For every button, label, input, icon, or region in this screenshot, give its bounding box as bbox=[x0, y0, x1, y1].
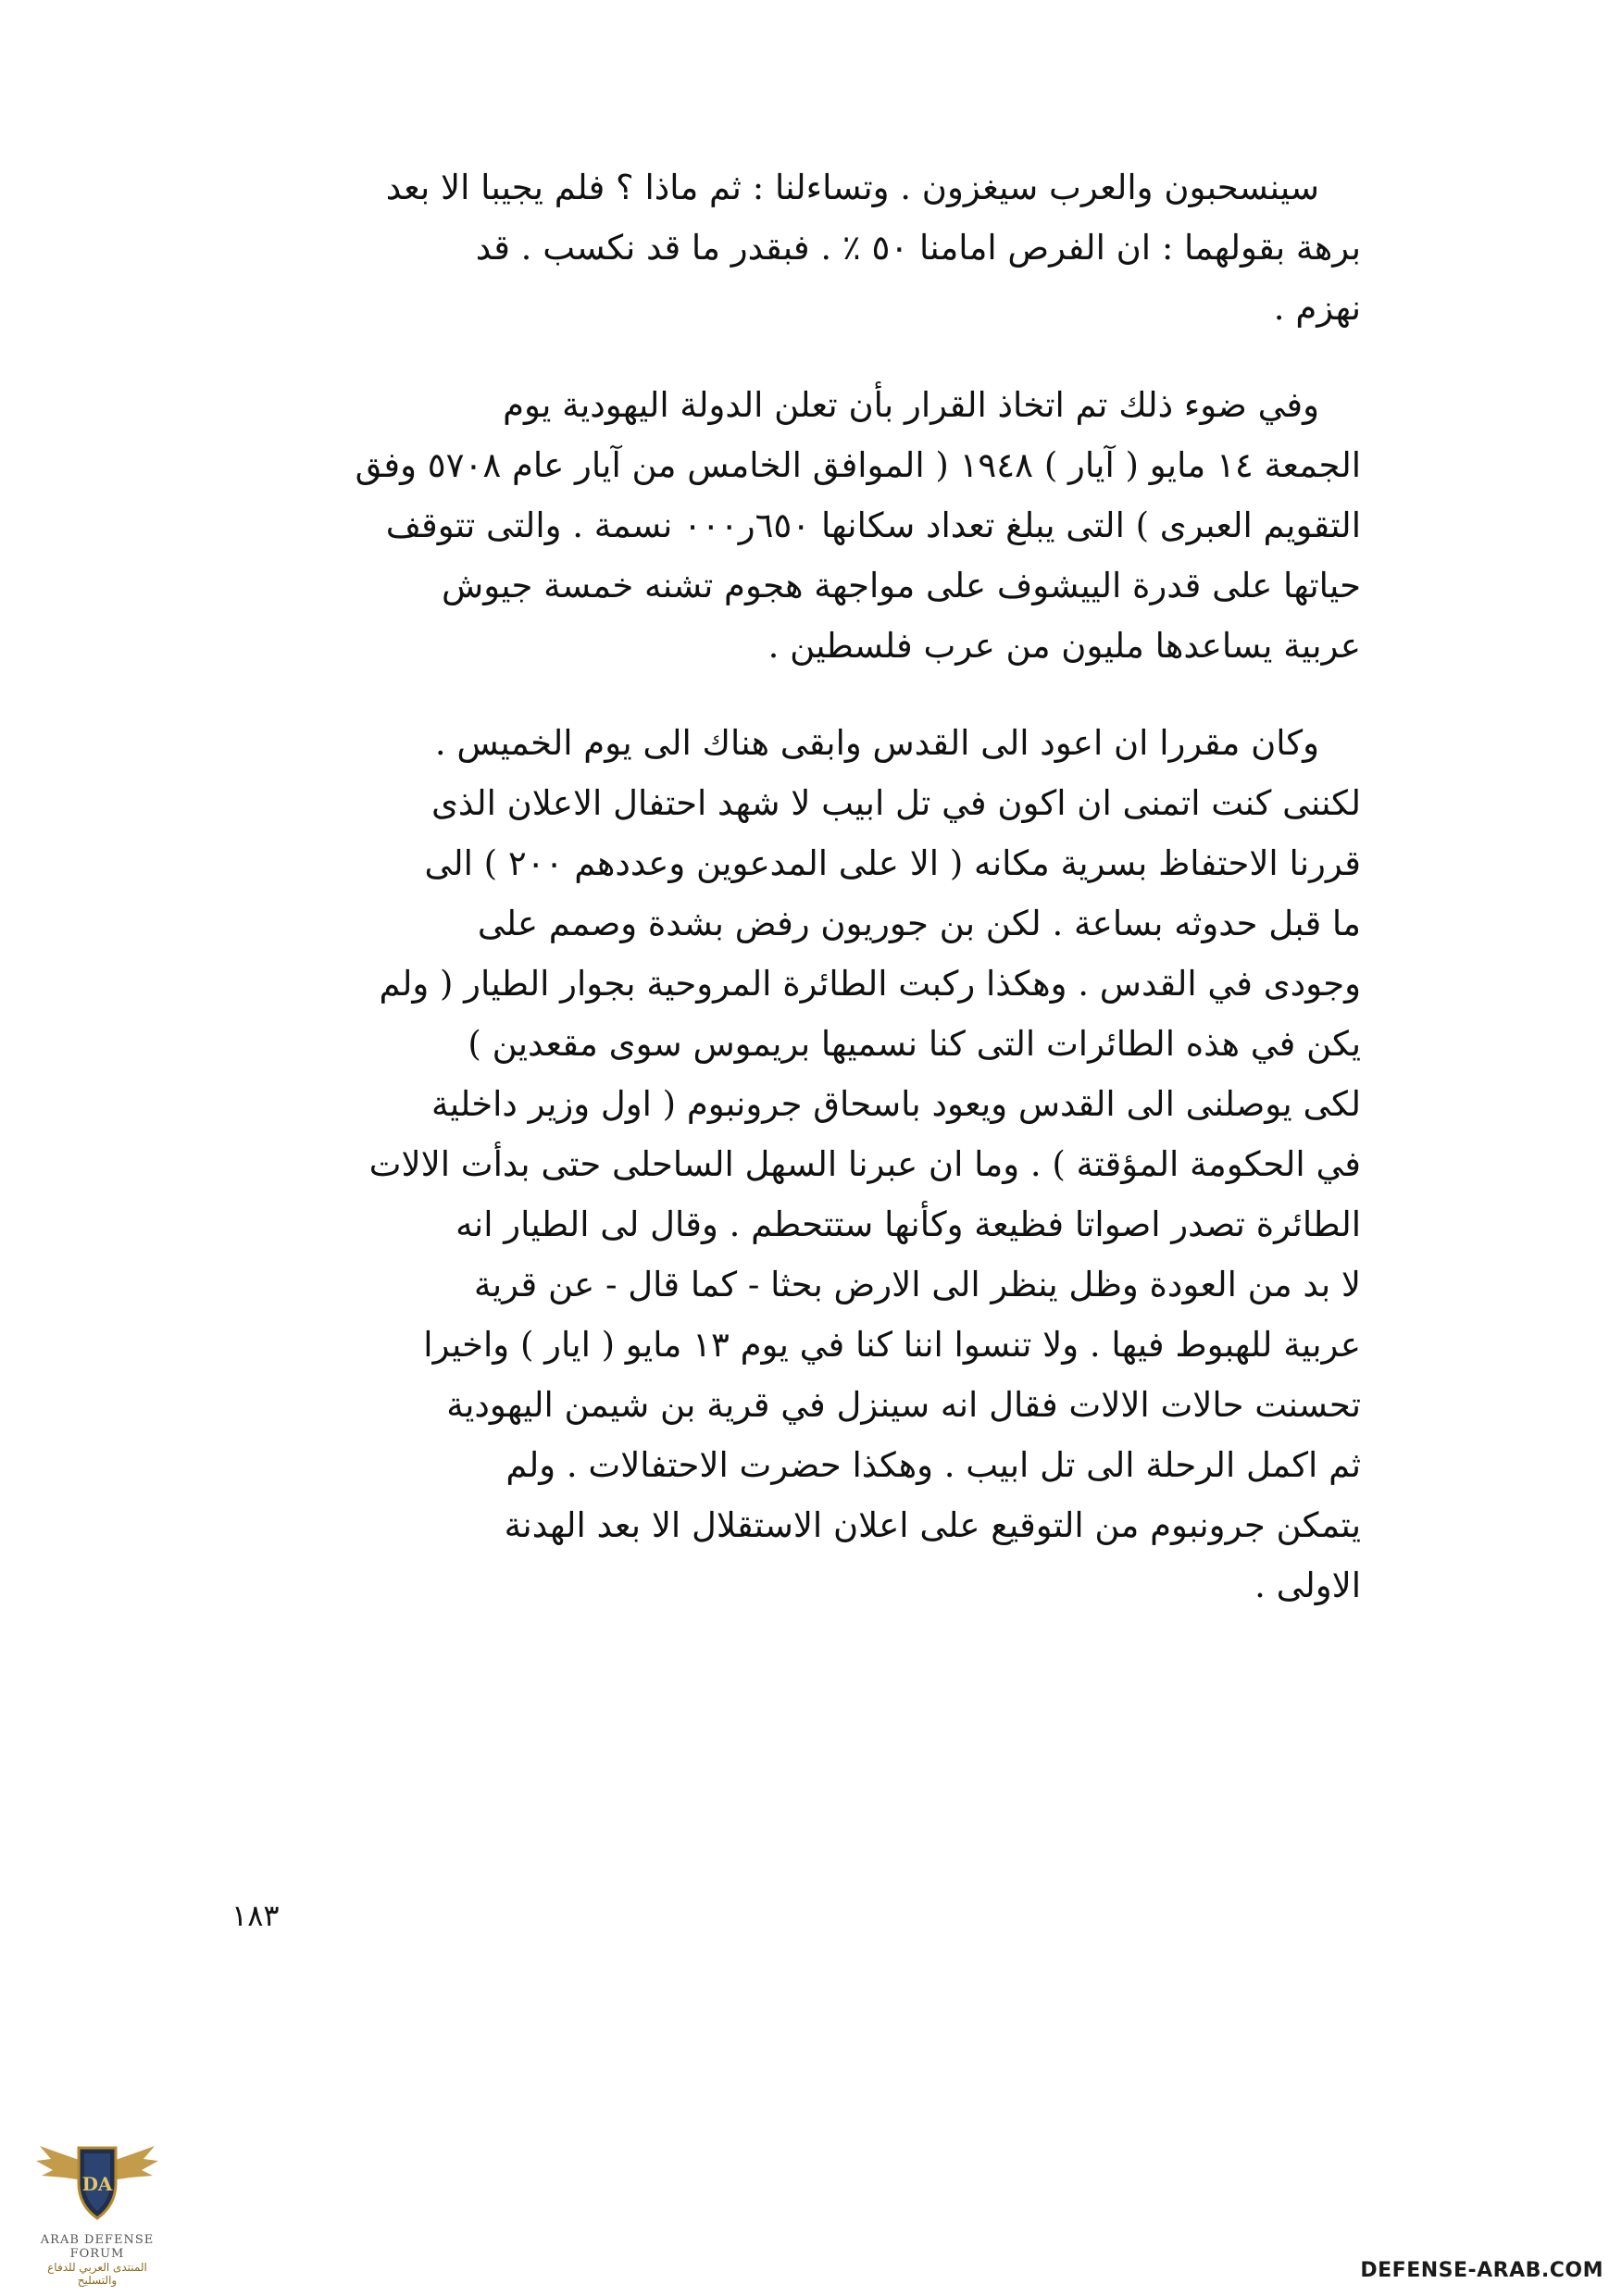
text-line: لكننى كنت اتمنى ان اكون في تل ابيب لا شهد احتفال الاعلان الذى bbox=[430, 783, 1361, 823]
text-line: الجمعة ١٤ مايو ( آيار ) ١٩٤٨ ( الموافق الخامس من آيار عام ٥٧٠٨ وفق bbox=[355, 445, 1361, 485]
logo-title-ar: المنتدى العربي للدفاع والتسليح bbox=[47, 2261, 147, 2287]
text-line: في الحكومة المؤقتة ) . وما ان عبرنا السهل الساحلى حتى بدأت الالات bbox=[368, 1144, 1361, 1184]
text-line: ثم اكمل الرحلة الى تل ابيب . وهكذا حضرت الاحتفالات . ولم bbox=[505, 1445, 1361, 1485]
text-line: وجودى في القدس . وهكذا ركبت الطائرة المروحية بجوار الطيار ( ولم bbox=[379, 964, 1361, 1004]
shield-wings-icon bbox=[32, 2129, 162, 2231]
text-line: عربية للهبوط فيها . ولا تنسوا اننا كنا في يوم ١٣ مايو ( ايار ) واخيرا bbox=[423, 1325, 1361, 1365]
text-line: قررنا الاحتفاظ بسرية مكانه ( الا على المدعوين وعددهم ٢٠٠ ) الى bbox=[424, 843, 1361, 883]
text-line: الاولى . bbox=[1254, 1566, 1361, 1605]
text-line: يتمكن جرونبوم من التوقيع على اعلان الاستقلال الا بعد الهدنة bbox=[504, 1505, 1361, 1545]
forum-logo bbox=[28, 2129, 167, 2287]
logo-title-en: ARAB DEFENSE FORUM bbox=[40, 2233, 155, 2261]
text-line: يكن في هذه الطائرات التى كنا نسميها بريموس سوى مقعدين ) bbox=[468, 1024, 1361, 1064]
text-line: لا بد من العودة وظل ينظر الى الارض بحثا - كما قال - عن قرية bbox=[473, 1265, 1361, 1304]
text-line: التقويم العبرى ) التى يبلغ تعداد سكانها ٦٥٠ر٠٠٠ نسمة . والتى تتوقف bbox=[385, 505, 1361, 545]
text-line: ما قبل حدوثه بساعة . لكن بن جوريون رفض بشدة وصمم على bbox=[477, 904, 1361, 943]
text-line: تحسنت حالات الالات فقال انه سينزل في قرية بن شيمن اليهودية bbox=[446, 1385, 1361, 1425]
text-line: سينسحبون والعرب سيغزون . وتساءلنا : ثم ماذا ؟ فلم يجيبا الا بعد bbox=[385, 168, 1319, 207]
text-line: برهة بقولهما : ان الفرص امامنا ٥٠ ٪ . فبقدر ما قد نكسب . قد bbox=[475, 228, 1361, 268]
text-line: وفي ضوء ذلك تم اتخاذ القرار بأن تعلن الدولة اليهودية يوم bbox=[503, 385, 1319, 425]
svg-text:DA: DA bbox=[81, 2173, 113, 2195]
text-line: الطائرة تصدر اصواتا فظيعة وكأنها ستتحطم . وقال لى الطيار انه bbox=[455, 1204, 1361, 1244]
paragraph-3 bbox=[259, 713, 1361, 1616]
site-watermark: DEFENSE-ARAB.COM bbox=[1360, 2259, 1603, 2282]
text-line: نهزم . bbox=[1273, 288, 1361, 328]
text-line: حياتها على قدرة الييشوف على مواجهة هجوم تشنه خمسة جيوش bbox=[442, 566, 1361, 605]
text-line: لكى يوصلنى الى القدس ويعود باسحاق جرونبوم ( اول وزير داخلية bbox=[431, 1084, 1361, 1124]
paragraph-1 bbox=[259, 157, 1361, 338]
text-line: وكان مقررا ان اعود الى القدس وابقى هناك الى يوم الخميس . bbox=[434, 723, 1319, 763]
paragraph-2 bbox=[259, 375, 1361, 676]
text-line: عربية يساعدها مليون من عرب فلسطين . bbox=[767, 626, 1361, 666]
book-page-body bbox=[259, 157, 1361, 1653]
page-number: ١٨٣ bbox=[231, 1898, 280, 1933]
